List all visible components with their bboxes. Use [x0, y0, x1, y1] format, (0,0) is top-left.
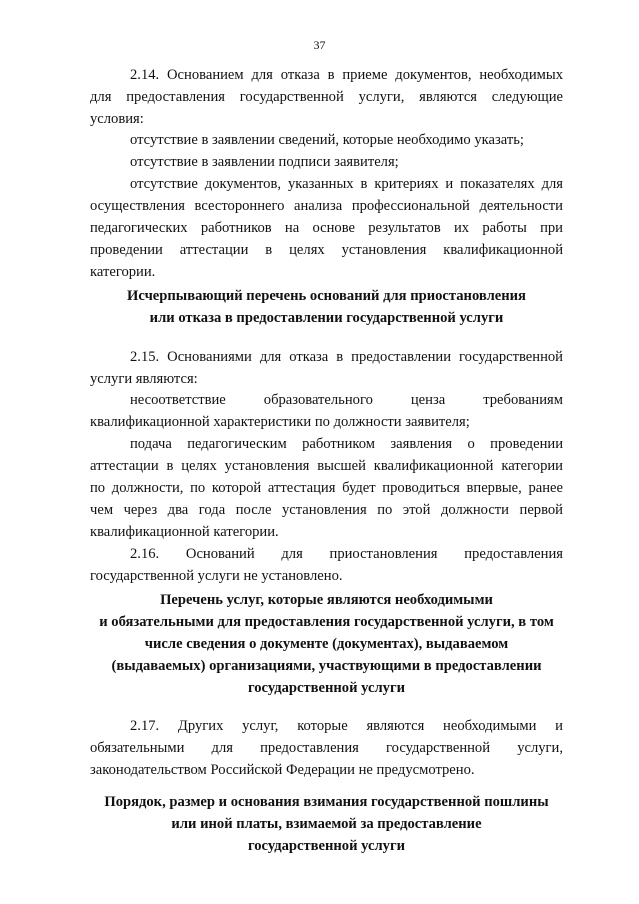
- list-item: отсутствие в заявлении подписи заявителя;: [130, 154, 399, 170]
- section-heading: (выдаваемых) организациями, участвующими в предоставлении: [111, 658, 542, 674]
- section-heading: или иной платы, взимаемой за предоставление: [171, 816, 482, 832]
- section-heading: государственной услуги: [247, 838, 406, 854]
- section-heading: Исчерпывающий перечень оснований для приостановления: [127, 288, 526, 304]
- paragraph-line: квалификационной категории.: [90, 524, 279, 540]
- paragraph-line: услуги являются:: [90, 371, 198, 387]
- page-number: 37: [313, 38, 326, 52]
- paragraph-line: 2.16. Оснований для приостановления предоставления: [130, 546, 563, 562]
- section-heading: государственной услуги: [247, 680, 406, 696]
- paragraph-line: проведении аттестации в целях установления квалификационной: [90, 242, 563, 258]
- paragraph-line: законодательством Российской Федерации не предусмотрено.: [90, 762, 475, 778]
- section-heading: или отказа в предоставлении государственной услуги: [149, 310, 504, 326]
- paragraph-line: по должности, по которой аттестация будет проводиться впервые, ранее: [90, 480, 563, 496]
- section-heading: числе сведения о документе (документах), выдаваемом: [144, 636, 509, 652]
- list-item: отсутствие документов, указанных в критериях и показателях для: [130, 176, 563, 192]
- paragraph-line: аттестации в целях установления высшей квалификационной категории: [90, 458, 563, 474]
- paragraph-line: чем через два года после установления по этой должности первой: [90, 502, 563, 518]
- list-item: отсутствие в заявлении сведений, которые необходимо указать;: [130, 132, 524, 148]
- section-heading: и обязательными для предоставления государственной услуги, в том: [99, 614, 554, 630]
- section-heading: Порядок, размер и основания взимания государственной пошлины: [104, 794, 549, 810]
- paragraph-line: условия:: [90, 111, 144, 127]
- section-heading: Перечень услуг, которые являются необходимыми: [160, 592, 493, 608]
- paragraph-line: государственной услуги не установлено.: [90, 568, 343, 584]
- paragraph-line: категории.: [90, 264, 156, 280]
- paragraph-line: квалификационной характеристики по должности заявителя;: [90, 414, 470, 430]
- paragraph-line: 2.15. Основаниями для отказа в предоставлении государственной: [130, 349, 563, 365]
- paragraph-line: педагогических работников на основе результатов их работы при: [90, 220, 563, 236]
- list-item: подача педагогическим работником заявления о проведении: [130, 436, 563, 452]
- paragraph-line: 2.17. Других услуг, которые являются необходимыми и: [130, 718, 563, 734]
- paragraph-line: осуществления всестороннего анализа профессиональной деятельности: [90, 198, 563, 214]
- paragraph-line: обязательными для предоставления государственной услуги,: [90, 740, 563, 756]
- list-item: несоответствие образовательного ценза требованиям: [130, 392, 563, 408]
- paragraph-line: для предоставления государственной услуги, являются следующие: [90, 89, 563, 105]
- paragraph-line: 2.14. Основанием для отказа в приеме документов, необходимых: [130, 67, 563, 83]
